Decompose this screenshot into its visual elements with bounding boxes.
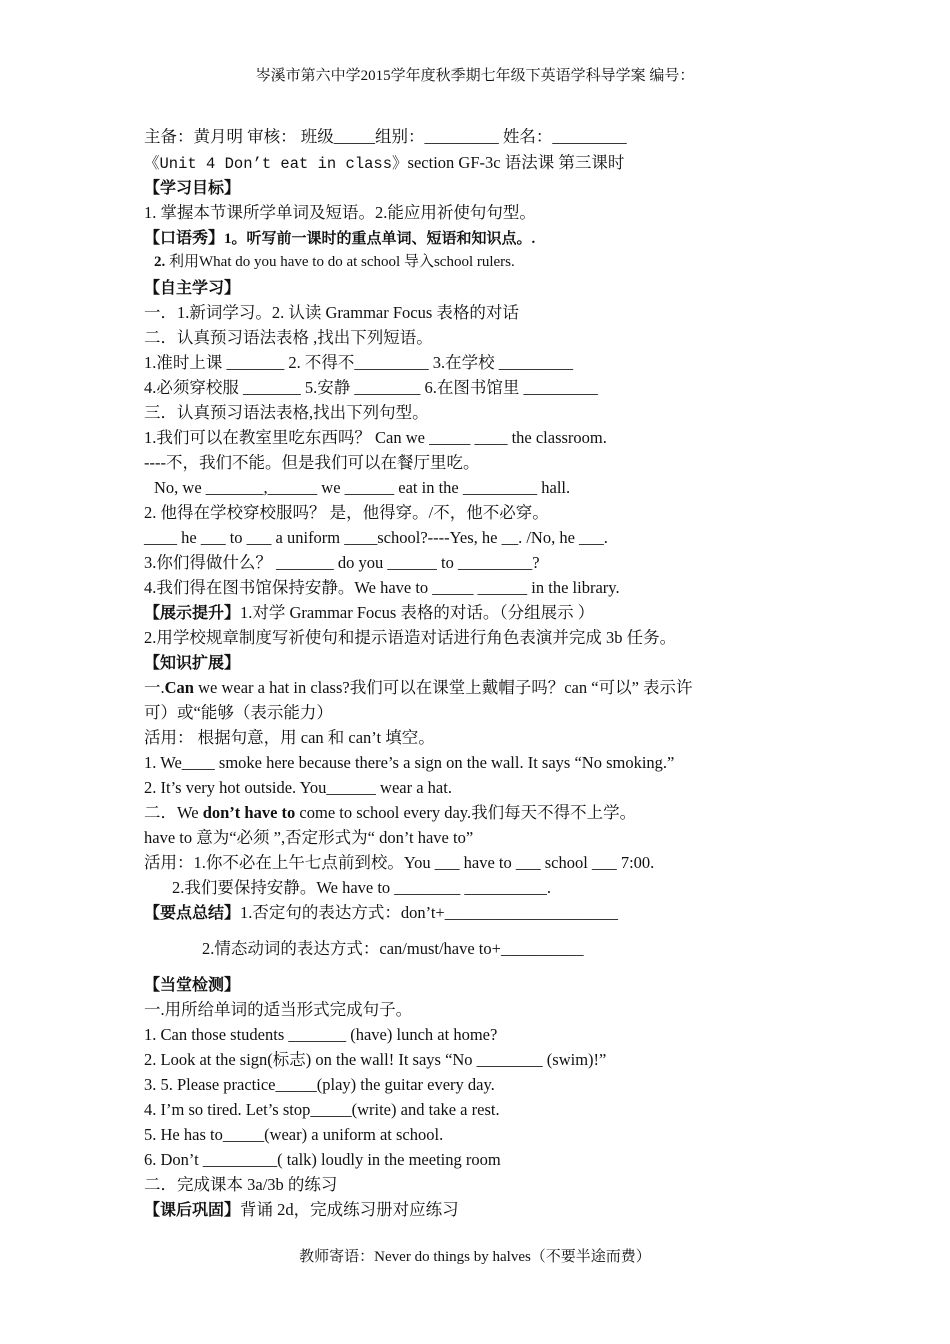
knowledge-line: 2. It’s very hot outside. You______ wear a hat. [144,778,452,797]
oral-line-2-number: 2. [154,254,166,270]
after-class-heading: 【课后巩固】 [144,1200,241,1219]
knowledge-prefix: 二．We [144,803,203,822]
knowledge-text: we wear a hat in class?我们可以在课堂上戴帽子吗？can “可以” 表示许 [193,678,693,697]
oral-section [144,225,824,250]
show-line-2: 2.用学校规章制度写祈使句和提示语造对话进行角色表演并完成 3b 任务。 [144,628,677,647]
self-study-line: 一．1.新词学习。2. 认读 Grammar Focus 表格的对话 [144,303,519,322]
check-line: 二．完成课本 3a/3b 的练习 [144,1175,338,1194]
self-study-line: 4.必须穿校服 _______ 5.安静 ________ 6.在图书馆里 _________ [144,378,598,397]
check-line: 一.用所给单词的适当形式完成句子。 [144,1000,413,1019]
knowledge-keyword: Can [164,678,194,697]
self-study-line: 4.我们得在图书馆保持安静。We have to _____ ______ in the library. [144,578,620,597]
knowledge-prefix: 一. [144,678,165,697]
knowledge-keyword: don’t have to [202,803,296,822]
summary-line-2: 2.情态动词的表达方式：can/must/have to+__________ [202,939,584,958]
self-study-line: ____ he ___ to ___ a uniform ____school?----Yes, he __. /No, he ___. [144,528,608,547]
self-study-line: No, we _______,______ we ______ eat in the _________ hall. [154,478,571,497]
lesson-title-section: section GF-3c 语法课 第三课时 [407,153,625,172]
check-line: 1. Can those students _______ (have) lunch at home? [144,1025,498,1044]
knowledge-line [144,800,824,825]
knowledge-line [144,675,824,700]
check-line: 6. Don’t _________( talk) loudly in the meeting room [144,1150,501,1169]
self-study-line: ----不，我们不能。但是我们可以在餐厅里吃。 [144,453,480,472]
lesson-title-unit: 《Unit 4 Don’t eat in class》 [144,155,408,173]
oral-line-1: 1。听写前一课时的重点单词、短语和知识点。. [224,231,536,247]
check-line: 3. 5. Please practice_____(play) the guitar every day. [144,1075,495,1094]
self-study-line: 3.你们得做什么？ _______ do you ______ to _________? [144,553,540,572]
knowledge-text: come to school every day.我们每天不得不上学。 [295,803,637,822]
knowledge-line: 活用：1.你不必在上午七点前到校。You ___ have to ___ school ___ 7:00. [144,853,655,872]
summary-heading: 【要点总结】 [144,903,241,922]
after-class-text: 背诵 2d，完成练习册对应练习 [240,1200,459,1219]
worksheet-content [144,123,824,1222]
summary-line-1: 1.否定句的表达方式：don’t+_____________________ [240,903,618,922]
oral-heading: 【口语秀】 [144,228,225,247]
knowledge-line: 活用： 根据句意，用 can 和 can’t 填空。 [144,728,435,747]
after-class-section [144,1197,824,1222]
lesson-title [144,150,824,175]
check-line: 2. Look at the sign(标志) on the wall! It says “No ________ (swim)!” [144,1050,607,1069]
summary-section [144,900,824,925]
goals-heading: 【学习目标】 [144,178,241,197]
spacer [144,925,824,936]
page-header: 岑溪市第六中学2015学年度秋季期七年级下英语学科导学案 编号： [255,68,695,84]
show-section [144,600,824,625]
self-study-line: 1.我们可以在教室里吃东西吗？ Can we _____ ____ the classroom. [144,428,607,447]
knowledge-line: have to 意为“必须 ”,否定形式为“ don’t have to” [144,828,474,847]
meta-line: 主备：黄月明 审核： 班级_____组别：_________ 姓名：_________ [144,127,627,146]
knowledge-line: 1. We____ smoke here because there’s a sign on the wall. It says “No smoking.” [144,753,675,772]
self-study-line: 三．认真预习语法表格,找出下列句型。 [144,403,429,422]
spacer [144,961,824,972]
goals-line: 1. 掌握本节课所学单词及短语。2.能应用祈使句句型。 [144,203,536,222]
self-study-line: 2. 他得在学校穿校服吗？ 是，他得穿。/不，他不必穿。 [144,503,549,522]
knowledge-heading: 【知识扩展】 [144,653,241,672]
oral-line-2-text: 利用What do you have to do at school 导入school rulers. [165,254,515,270]
check-line: 4. I’m so tired. Let’s stop_____(write) and take a rest. [144,1100,500,1119]
knowledge-line: 2.我们要保持安静。We have to ________ __________. [172,878,552,897]
oral-line-2 [144,250,824,275]
check-heading: 【当堂检测】 [144,975,241,994]
teacher-note: 教师寄语：Never do things by halves（不要半途而费） [299,1249,651,1265]
show-heading: 【展示提升】 [144,603,241,622]
check-line: 5. He has to_____(wear) a uniform at school. [144,1125,444,1144]
self-study-line: 1.准时上课 _______ 2. 不得不_________ 3.在学校 _________ [144,353,573,372]
self-study-heading: 【自主学习】 [144,278,241,297]
show-line-1: 1.对学 Grammar Focus 表格的对话。（分组展示 ） [240,603,595,622]
self-study-line: 二．认真预习语法表格 ,找出下列短语。 [144,328,433,347]
knowledge-line: 可）或“能够（表示能力） [144,703,333,722]
